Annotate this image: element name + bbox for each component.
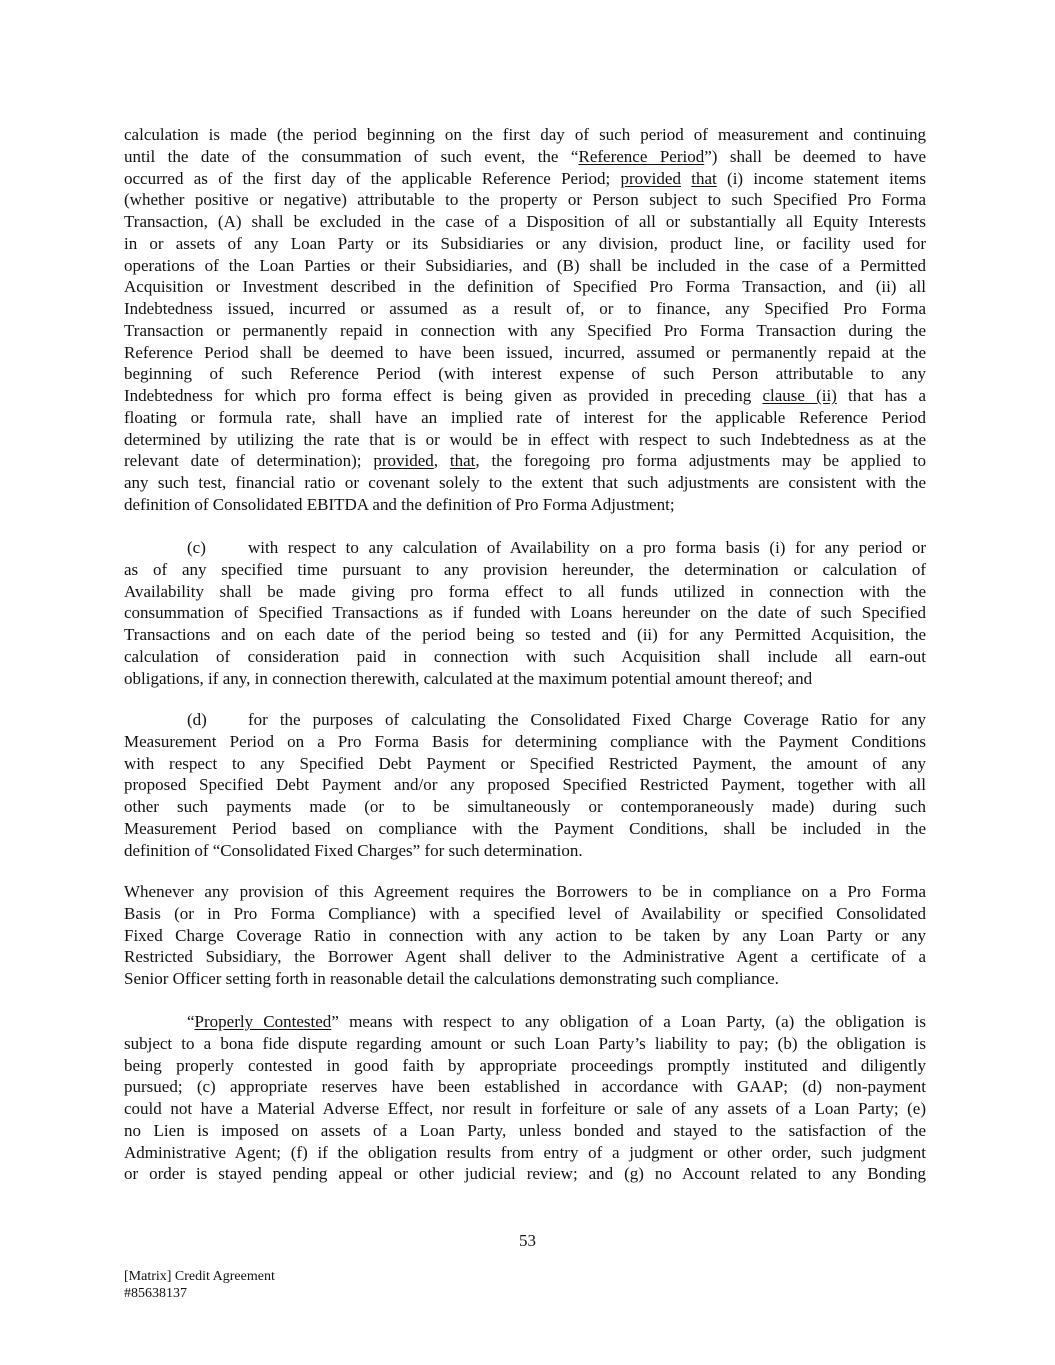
- text-line: [124, 881, 926, 903]
- text-line: [124, 581, 926, 603]
- text-segment: relevant date of determination);: [124, 451, 374, 471]
- text-segment: Reference Period shall be deemed to have been issued, incurred, assumed or permanently repaid at the: [124, 342, 926, 362]
- paragraph-clause-d: [124, 709, 926, 861]
- text-line: [124, 731, 926, 753]
- text-line: [124, 450, 926, 472]
- text-segment: Transaction, (A) shall be excluded in the case of a Disposition of all or substantially all Equity Interests: [124, 212, 926, 231]
- text-line: [124, 429, 926, 451]
- text-segment: Acquisition or Investment described in the definition of Specified Pro Forma Transaction, and (ii) all: [124, 277, 926, 297]
- paragraph-pro-forma-compliance: [124, 881, 926, 990]
- text-segment: in or assets of any Loan Party or its Subsidiaries or any division, product line, or facility used for: [124, 233, 926, 253]
- paragraph-clause-c: [124, 537, 926, 689]
- defined-term: clause (ii): [762, 386, 837, 405]
- text-line: [124, 709, 926, 731]
- text-segment: , the foregoing pro forma adjustments may be applied to: [475, 451, 926, 471]
- text-segment: Whenever any provision of this Agreement requires the Borrowers to be in compliance on a Pro Forma: [124, 882, 926, 901]
- text-line: [124, 537, 926, 559]
- defined-term: provided: [373, 451, 434, 471]
- text-segment: calculation is made (the period beginning on the first day of such period of measurement and continuing: [124, 125, 926, 144]
- text-segment: Basis (or in Pro Forma Compliance) with a specified level of Availability or specified Consolidated: [124, 903, 926, 923]
- text-segment: that has a: [836, 386, 926, 405]
- text-segment: calculation of consideration paid in connection with such Acquisition shall include all earn-out: [124, 646, 926, 666]
- text-line: [124, 320, 926, 342]
- text-line: [124, 1163, 926, 1185]
- text-segment: obligations, if any, in connection therewith, calculated at the maximum potential amount thereof; and: [124, 668, 813, 688]
- text-segment: any such test, financial ratio or covenant solely to the extent that such adjustments are consistent with the: [124, 473, 926, 492]
- text-segment: Transaction or permanently repaid in connection with any Specified Pro Forma Transaction during the: [124, 320, 926, 340]
- text-segment: could not have a Material Adverse Effect, nor result in forfeiture or sale of any assets of a Loan Party; (e): [124, 1099, 926, 1118]
- footer-title: [Matrix] Credit Agreement: [124, 1269, 275, 1284]
- text-line: [124, 1076, 926, 1098]
- text-line: [124, 796, 926, 818]
- text-line: [124, 946, 926, 968]
- text-segment: subject to a bona fide dispute regarding amount or such Loan Party’s liability to pay; (b) the obligation is: [124, 1033, 926, 1053]
- clause-label: (c): [187, 538, 206, 557]
- text-segment: as of any specified time pursuant to any provision hereunder, the determination or calculation of: [124, 559, 926, 579]
- text-segment: occurred as of the first day of the applicable Reference Period;: [124, 168, 621, 188]
- text-segment: ” means with respect to any obligation of a Loan Party, (a) the obligation is: [331, 1012, 926, 1031]
- text-segment: determined by utilizing the rate that is or would be in effect with respect to such Indebtedness as at the: [124, 429, 926, 449]
- text-line: [124, 146, 926, 168]
- text-line: [124, 925, 926, 947]
- defined-term: provided: [620, 168, 681, 188]
- text-line: [124, 407, 926, 429]
- text-line: [124, 818, 926, 840]
- text-segment: with respect to any Specified Debt Payment or Specified Restricted Payment, the amount of any: [124, 753, 926, 773]
- text-line: [124, 472, 926, 494]
- text-segment: beginning of such Reference Period (with interest expense of such Person attributable to any: [124, 364, 926, 384]
- text-line: [124, 774, 926, 796]
- text-line: [124, 168, 926, 190]
- text-line: [124, 646, 926, 668]
- text-segment: no Lien is imposed on assets of a Loan Party, unless bonded and stayed to the satisfaction of the: [124, 1120, 926, 1140]
- paragraph-reference-period: [124, 124, 926, 516]
- text-segment: other such payments made (or to be simultaneously or contemporaneously made) during such: [124, 797, 926, 816]
- text-line: [124, 1098, 926, 1120]
- text-line: [124, 753, 926, 775]
- text-segment: or order is stayed pending appeal or other judicial review; and (g) no Account related to any Bonding: [124, 1164, 926, 1184]
- text-segment: [681, 169, 691, 188]
- text-line: [124, 840, 926, 862]
- text-line: [124, 1033, 926, 1055]
- text-segment: Administrative Agent; (f) if the obligation results from entry of a judgment or other order, such judgment: [124, 1142, 926, 1162]
- defined-term: Properly Contested: [194, 1012, 332, 1031]
- text-line: [124, 1142, 926, 1164]
- text-segment: Measurement Period based on compliance with the Payment Conditions, shall be included in the: [124, 818, 926, 838]
- text-segment: consummation of Specified Transactions as if funded with Loans hereunder on the date of such Specified: [124, 603, 926, 623]
- text-segment: ,: [433, 451, 450, 471]
- defined-term: that: [691, 168, 717, 188]
- footer: [124, 1268, 275, 1302]
- defined-term: Reference Period: [578, 146, 705, 166]
- text-line: [124, 363, 926, 385]
- text-segment: definition of Consolidated EBITDA and the definition of Pro Forma Adjustment;: [124, 494, 675, 514]
- text-segment: operations of the Loan Parties or their Subsidiaries, and (B) shall be included in the case of a Permitted: [124, 255, 926, 275]
- text-line: [124, 1011, 926, 1033]
- text-segment: definition of “Consolidated Fixed Charges” for such determination.: [124, 840, 583, 860]
- text-segment: Availability shall be made giving pro forma effect to all funds utilized in connection with the: [124, 581, 926, 601]
- text-line: [124, 624, 926, 646]
- paragraph-properly-contested: [124, 1011, 926, 1185]
- text-line: [124, 903, 926, 925]
- text-segment: “: [187, 1012, 195, 1031]
- text-line: [124, 298, 926, 320]
- text-line: [124, 124, 926, 146]
- text-line: [124, 233, 926, 255]
- text-line: [124, 255, 926, 277]
- text-segment: Fixed Charge Coverage Ratio in connection with any action to be taken by any Loan Party or any: [124, 925, 926, 945]
- text-segment: Transactions and on each date of the period being so tested and (ii) for any Permitted Acquisition, the: [124, 625, 926, 644]
- text-segment: Indebtedness issued, incurred or assumed as a result of, or to finance, any Specified Pro Forma: [124, 299, 926, 318]
- text-line: [124, 189, 926, 211]
- text-line: [124, 1055, 926, 1077]
- text-segment: Senior Officer setting forth in reasonable detail the calculations demonstrating such compliance.: [124, 969, 779, 988]
- text-segment: Measurement Period on a Pro Forma Basis for determining compliance with the Payment Conditions: [124, 731, 926, 751]
- text-segment: until the date of the consummation of such event, the “: [124, 146, 579, 166]
- text-line: [124, 276, 926, 298]
- text-line: [124, 602, 926, 624]
- text-segment: proposed Specified Debt Payment and/or any proposed Specified Restricted Payment, together with all: [124, 775, 926, 795]
- text-line: [124, 211, 926, 233]
- text-segment: pursued; (c) appropriate reserves have been established in accordance with GAAP; (d) non-payment: [124, 1077, 926, 1097]
- text-line: [124, 559, 926, 581]
- text-segment: (i) income statement items: [716, 168, 926, 188]
- defined-term: that: [449, 451, 476, 471]
- text-line: [124, 668, 926, 690]
- clause-label: (d): [187, 710, 207, 729]
- footer-doc-id: #85638137: [124, 1286, 187, 1301]
- text-segment: ”) shall be deemed to have: [704, 146, 926, 166]
- page-number: 53: [519, 1231, 536, 1250]
- text-segment: floating or formula rate, shall have an implied rate of interest for the applicable Reference Period: [124, 407, 926, 427]
- text-line: [124, 494, 926, 516]
- text-line: [124, 342, 926, 364]
- text-segment: with respect to any calculation of Availability on a pro forma basis (i) for any period or: [248, 538, 926, 557]
- text-segment: (whether positive or negative) attributable to the property or Person subject to such Specified Pro Forma: [124, 190, 926, 210]
- text-line: [124, 968, 926, 990]
- text-segment: Restricted Subsidiary, the Borrower Agent shall deliver to the Administrative Agent a certificate of a: [124, 947, 926, 967]
- text-segment: Indebtedness for which pro forma effect is being given as provided in preceding: [124, 386, 763, 405]
- text-line: [124, 385, 926, 407]
- text-segment: for the purposes of calculating the Consolidated Fixed Charge Coverage Ratio for any: [248, 710, 926, 729]
- text-line: [124, 1120, 926, 1142]
- text-segment: being properly contested in good faith by appropriate proceedings promptly instituted and diligently: [124, 1055, 926, 1075]
